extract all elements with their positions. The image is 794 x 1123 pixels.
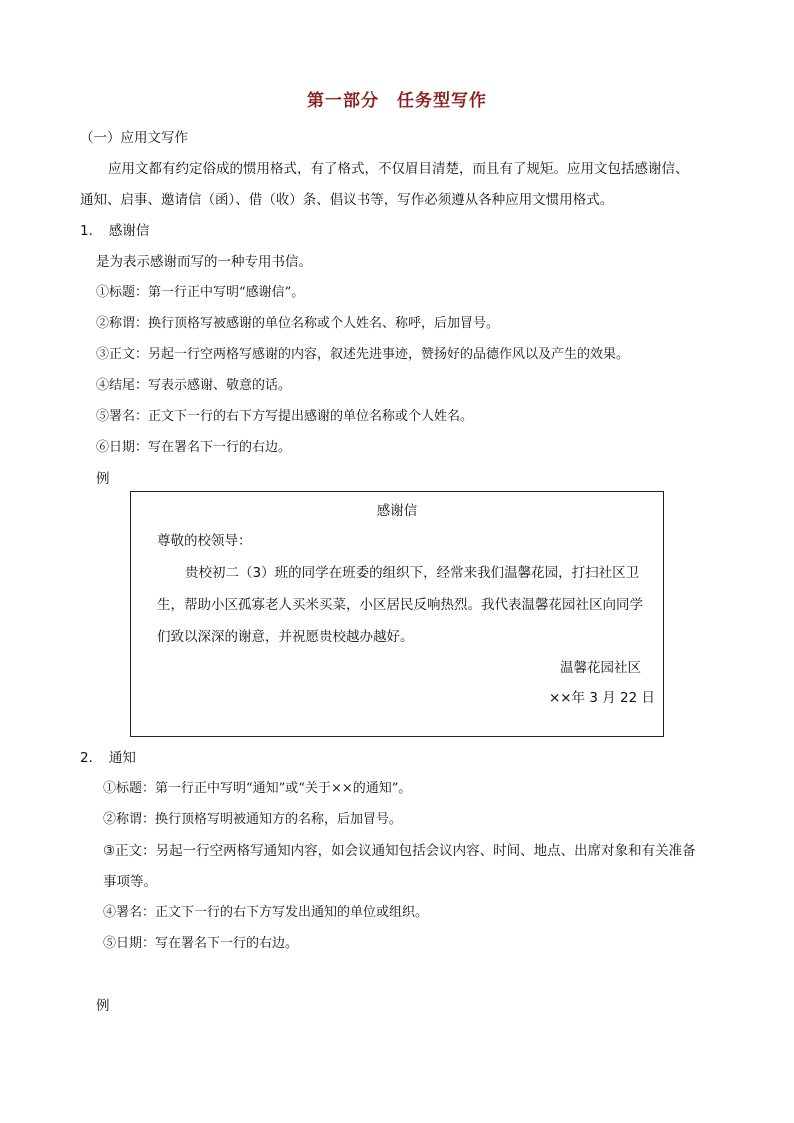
thanks-item-date: ⑥日期：写在署名下一行的右边。 (96, 440, 292, 455)
thanks-item-ending: ④结尾：写表示感谢、敬意的话。 (96, 378, 292, 393)
thanks-item-title: ①标题：第一行正中写明“感谢信”。 (96, 285, 305, 300)
example-letter-title: 感谢信 (376, 503, 418, 519)
notice-example-label: 例 (96, 998, 110, 1014)
example-letter-date: ××年 3 月 22 日 (548, 690, 655, 706)
thanks-item-salutation: ②称谓：换行顶格写被感谢的单位名称或个人姓名、称呼，后加冒号。 (96, 316, 500, 331)
example-letter-signature: 温馨花园社区 (560, 660, 641, 676)
thanks-letter-heading: 1． 感谢信 (80, 223, 150, 239)
intro-line-1: 应用文都有约定俗成的惯用格式，有了格式，不仅眉目清楚，而且有了规矩。应用文包括感谢信、 (108, 161, 689, 177)
example-letter-body-1: 贵校初二（3）班的同学在班委的组织下，经常来我们温馨花园，打扫社区卫 (185, 565, 640, 581)
section-heading: （一）应用文写作 (80, 130, 188, 146)
notice-item-salutation: ②称谓：换行顶格写明被通知方的名称，后加冒号。 (103, 812, 403, 827)
notice-item-body-cont: 事项等。 (103, 874, 157, 890)
thanks-item-signature: ⑤署名：正文下一行的右下方写提出感谢的单位名称或个人姓名。 (96, 409, 474, 424)
example-letter-box (130, 491, 664, 737)
notice-item-date: ⑤日期：写在署名下一行的右边。 (103, 936, 299, 951)
notice-item-body: ③正文：另起一行空两格写通知内容，如会议通知包括会议内容、时间、地点、出席对象和有关准备 (103, 843, 696, 859)
example-letter-salutation: 尊敬的校领导： (157, 533, 252, 549)
notice-heading: 2． 通知 (80, 750, 136, 766)
notice-item-title: ①标题：第一行正中写明“通知”或“关于××的通知”。 (103, 781, 412, 796)
thanks-letter-definition: 是为表示感谢而写的一种专用书信。 (96, 254, 312, 270)
thanks-item-body: ③正文：另起一行空两格写感谢的内容，叙述先进事迹，赞扬好的品德作风以及产生的效果。 (96, 347, 630, 362)
thanks-example-label: 例 (96, 471, 110, 487)
intro-line-2: 通知、启事、邀请信（函）、借（收）条、倡议书等，写作必须遵从各种应用文惯用格式。 (80, 192, 614, 208)
notice-item-signature: ④署名：正文下一行的右下方写发出通知的单位或组织。 (103, 905, 429, 920)
example-letter-body-3: 们致以深深的谢意，并祝愿贵校越办越好。 (157, 629, 414, 645)
example-letter-body-2: 生，帮助小区孤寡老人买米买菜，小区居民反响热烈。我代表温馨花园社区向同学 (157, 597, 643, 613)
page-title: 第一部分 任务型写作 (307, 91, 487, 111)
